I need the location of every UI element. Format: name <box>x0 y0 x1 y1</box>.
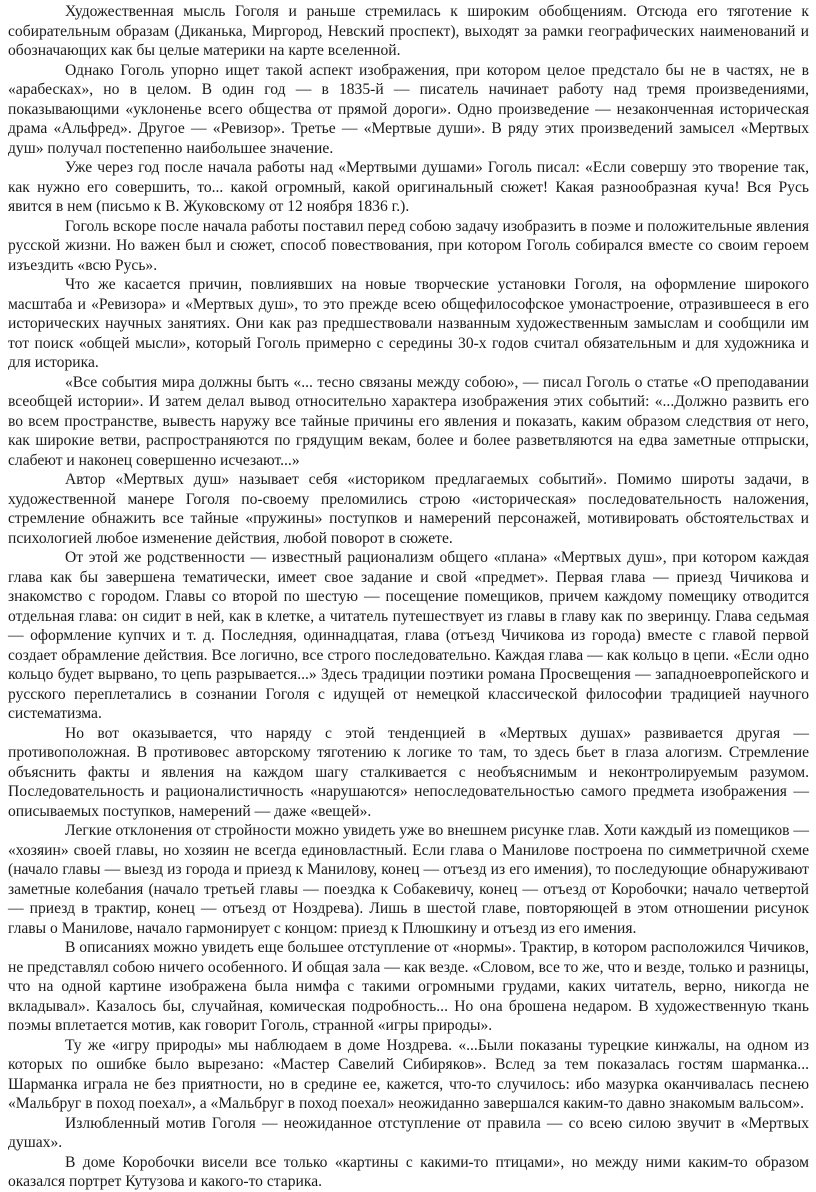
paragraph: Что же касается причин, повлиявших на новые творческие установки Гоголя, на оформление широкого масштаба и «Ревизора» и «Мертвых душ», то это прежде всею общефилософское умонастроение, отразившееся в его исторических научных занятиях. Они как раз предшествовали названным художественным замыслам и сообщили им тот поиск «общей мысли», который Гоголь примерно с середины 30-х годов считал обязательным и для художника и для историка. <box>8 276 809 371</box>
paragraph: Гоголь вскоре после начала работы поставил перед собою задачу изобразить в поэме и положительные явления русской жизни. Но важен был и сюжет, способ повествования, при котором Гоголь собирался вместе со своим героем изъездить «всю Русь». <box>8 217 809 274</box>
paragraph: В описаниях можно увидеть еще большее отступление от «нормы». Трактир, в котором расположился Чичиков, не представлял собою ничего особенного. И общая зала — как везде. «Словом, все то же, что и везде, только и разницы, что на одной картине изображена была нимфа с такими огромными грудами, каких читатель, верно, никогда не вкладывал». Казалось бы, случайная, комическая подробность... Но она брошена недаром. В художественную ткань поэмы вплетается мотив, как говорит Гоголь, странной «игры природы». <box>8 939 809 1034</box>
paragraph: В доме Коробочки висели все только «картины с какими-то птицами», но между ними каким-то образом оказался портрет Кутузова и какого-то старика. <box>8 1153 809 1190</box>
paragraph: Но вот оказывается, что наряду с этой тенденцией в «Мертвых душах» развивается другая — противоположная. В противовес авторскому тяготению к логике то там, то здесь бьет в глаза алогизм. Стремление объяснить факты и явления на каждом шагу сталкивается с необъяснимым и неконтролируемым разумом. Последовательность и рационалистичность «нарушаются» непоследовательностью самого предмета изображения — описываемых поступков, намерений — даже «вещей». <box>8 724 809 820</box>
paragraph: Однако Гоголь упорно ищет такой аспект изображения, при котором целое предстало бы не в частях, не в «арабесках», но в целом. В один год — в 1835-й — писатель начинает работу над тремя произведениями, показывающими «уклоненье всего общества от прямой дороги». Одно произведение — незаконченная историческая драма «Альфред». Другое — «Ревизор». Третье — «Мертвые души». В ряду этих произведений замысел «Мертвых душ» получал постепенно наибольшее значение. <box>8 61 809 157</box>
paragraph: Легкие отклонения от стройности можно увидеть уже во внешнем рисунке глав. Хоти каждый из помещиков — «хозяин» своей главы, но хозяин не всегда единовластный. Если глава о Манилове построена по симметричной схеме (начало главы — выезд из города и приезд к Манилову, конец — отъезд из его имения), то последующие обнаруживают заметные колебания (начало третьей главы — поездка к Собакевичу, конец — отъезд от Коробочки; начало четвертой — приезд в трактир, конец — отъезд от Ноздрева). Лишь в шестой главе, повторяющей в этом отношении рисунок главы о Манилове, начало гармонирует с концом: приезд к Плюшкину и отъезд из его имения. <box>8 822 809 937</box>
paragraph: Ту же «игру природы» мы наблюдаем в доме Ноздрева. «...Были показаны турецкие кинжалы, на одном из которых по ошибке было вырезано: «Мастер Савелий Сибиряков». Вслед за тем показалась гостям шарманка... Шарманка играла не без приятности, но в средине ее, кажется, что-то случилось: ибо мазурка оканчивалась песнею «Мальбруг в поход поехал», а «Мальбруг в поход поехал» неожиданно завершался каким-то давно знакомым вальсом». <box>8 1036 809 1112</box>
paragraph: От этой же родственности — известный рационализм общего «плана» «Мертвых душ», при котором каждая глава как бы завершена тематически, имеет свое задание и свой «предмет». Первая глава — приезд Чичикова и знакомство с городом. Главы со второй по шестую — посещение помещиков, причем каждому помещику отводится отдельная глава: он сидит в ней, как в клетке, а читатель путешествует из главы в главу как по зверинцу. Глава седьмая — оформление купчих и т. д. Последняя, одиннадцатая, глава (отъезд Чичикова из города) вместе с главой первой создает обрамление действия. Все логично, все строго последовательно. Каждая глава — как кольцо в цепи. «Если одно кольцо будет вырвано, то цепь разрывается...» Здесь традиции поэтики романа Просвещения — западноевропейского и русского переплетались в сознании Гоголя с идущей от немецкой классической философии традицией научного систематизма. <box>8 549 809 722</box>
paragraph: Художественная мысль Гоголя и раньше стремилась к широким обобщениям. Отсюда его тяготение к собирательным образам (Диканька, Миргород, Невский проспект), выходят за рамки географических наименований и обозначающих как бы целые материки на карте вселенной. <box>8 3 809 59</box>
paragraph: Уже через год после начала работы над «Мертвыми душами» Гоголь писал: «Если совершу это творение так, как нужно его совершить, то... какой огромный, какой оригинальный сюжет! Какая разнообразная куча! Вся Русь явится в нем (письмо к В. Жуковскому от 12 ноября 1836 г.). <box>8 159 809 215</box>
paragraph: Автор «Мертвых душ» называет себя «историком предлагаемых событий». Помимо широты задачи, в художественной манере Гоголя по-своему преломились строю «историческая» последовательность наложения, стремление обнажить все тайные «пружины» поступков и намерений персонажей, мотивировать обстоятельствах и психологией любое изменение действия, любой поворот в сюжете. <box>8 471 809 547</box>
paragraph: «Все события мира должны быть «... тесно связаны между собою», — писал Гоголь о статье «О преподавании всеобщей истории». И затем делал вывод относительно характера изображения этих событий: «...Должно развить его во всем пространстве, вывесть наружу все тайные причины его явления и показать, каким образом следствия от него, как широкие ветви, распространяются по грядущим векам, более и более разветвляются на едва заметные отпрыски, слабеют и наконец совершенно исчезают...» <box>8 373 809 469</box>
paragraph: Излюбленный мотив Гоголя — неожиданное отступление от правила — со всею силою звучит в «Мертвых душах». <box>8 1114 809 1151</box>
